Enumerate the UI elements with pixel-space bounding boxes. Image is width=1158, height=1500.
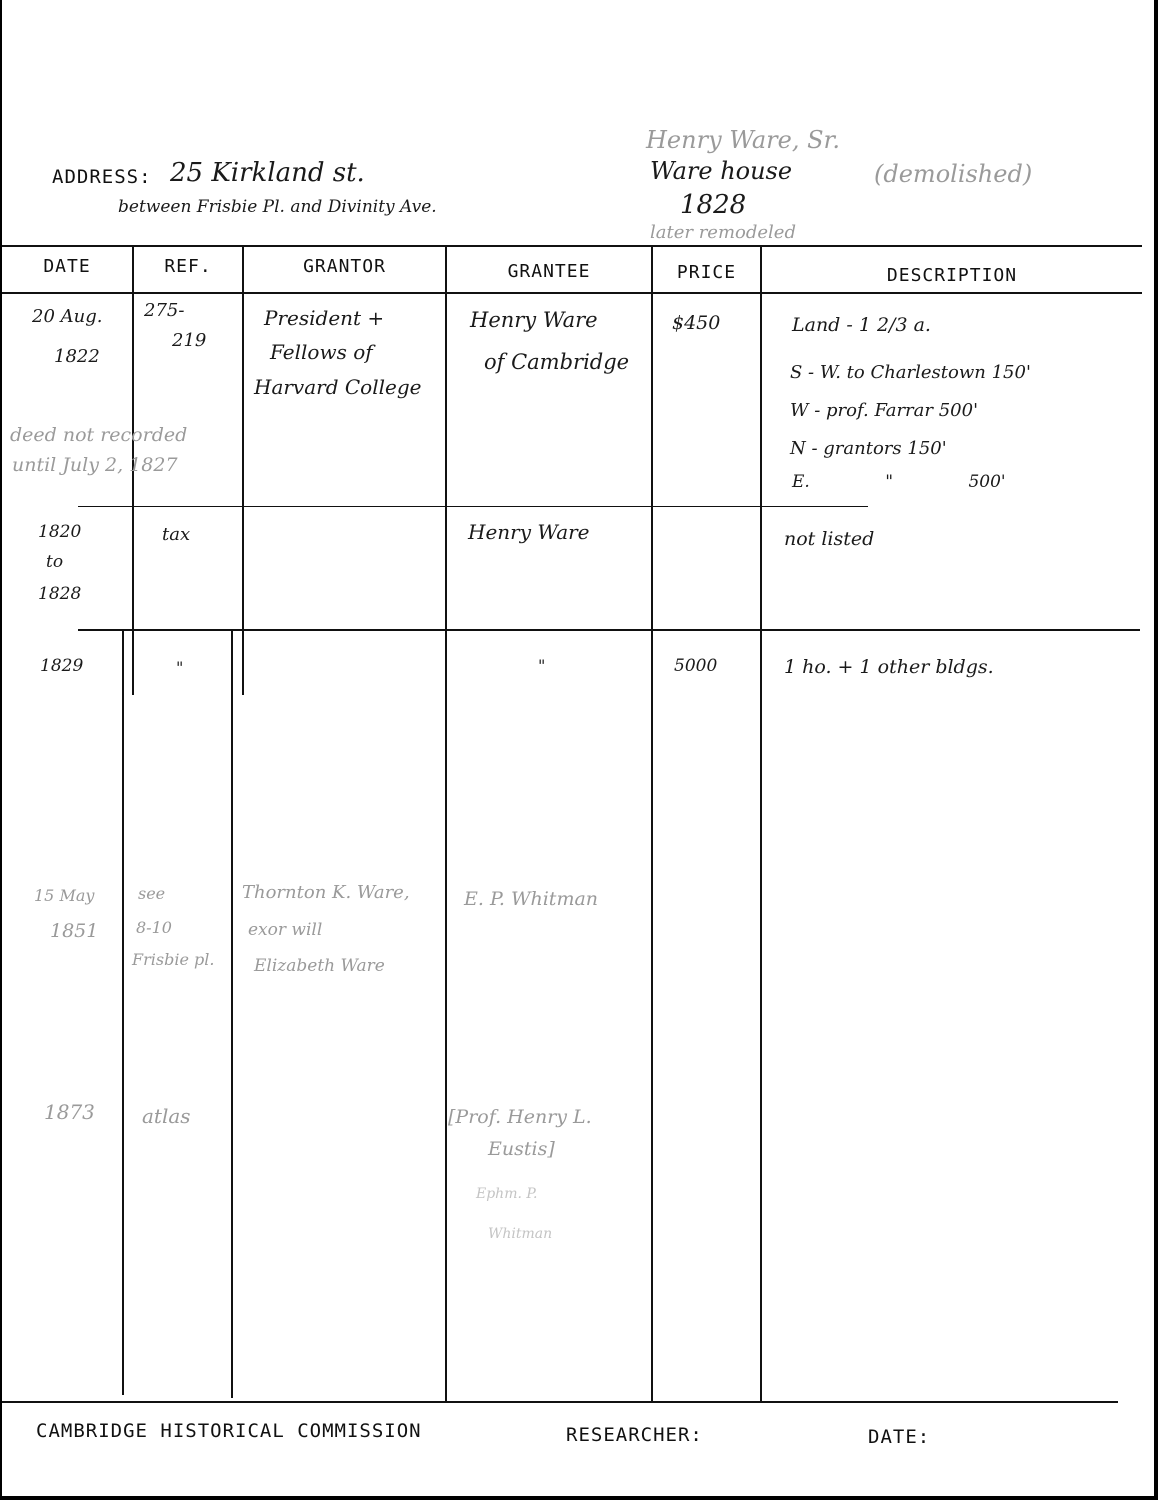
entry-4-date-year: 1851 bbox=[50, 920, 99, 942]
entry-1-date-year: 1822 bbox=[54, 346, 100, 367]
address-label: ADDRESS: bbox=[52, 166, 152, 188]
column-header-ref: REF. bbox=[164, 256, 212, 277]
entry-4-ref-line: 8-10 bbox=[136, 918, 172, 937]
entry-4-grantor-line: exor will bbox=[248, 920, 323, 940]
entry-4-ref-line: see bbox=[138, 884, 166, 903]
entry-5-date: 1873 bbox=[44, 1100, 95, 1124]
record-card bbox=[2, 0, 1154, 1496]
entry-1-description-line: E. " 500' bbox=[792, 472, 1006, 492]
column-header-grantor: GRANTOR bbox=[303, 256, 386, 277]
col-divider-grantee bbox=[651, 245, 653, 1401]
entry-1-grantee-line: Henry Ware bbox=[470, 308, 598, 332]
entry-1-grantor-line: Fellows of bbox=[270, 340, 373, 364]
house-name: Ware house bbox=[650, 157, 793, 185]
entry-1-recording-note: until July 2, 1827 bbox=[12, 454, 178, 476]
entry-3-grantee: " bbox=[538, 656, 546, 675]
status-note: (demolished) bbox=[874, 160, 1033, 188]
column-header-date: DATE bbox=[43, 256, 91, 277]
entry-1-price: $450 bbox=[672, 312, 721, 334]
entry-4-ref-line: Frisbie pl. bbox=[132, 950, 215, 969]
table-top-rule bbox=[2, 245, 1142, 247]
entry-1-description-line: Land - 1 2/3 a. bbox=[792, 314, 931, 336]
col-divider-ref-upper bbox=[242, 245, 244, 695]
entry-5-grantee-line: Ephm. P. bbox=[476, 1186, 538, 1202]
col-divider-grantor bbox=[445, 245, 447, 1401]
entry-2-date-end: 1828 bbox=[38, 584, 82, 604]
construction-year: 1828 bbox=[680, 190, 747, 220]
entry-2-description: not listed bbox=[784, 528, 875, 550]
year-note: later remodeled bbox=[650, 222, 796, 243]
entry-1-description-line: N - grantors 150' bbox=[790, 438, 947, 459]
entry-1-date-day: 20 Aug. bbox=[32, 306, 103, 327]
entry-2-date-to: to bbox=[46, 552, 64, 572]
entry-1-grantor-line: Harvard College bbox=[254, 375, 422, 399]
entry-4-grantee: E. P. Whitman bbox=[464, 888, 599, 910]
entry-1-ref-book: 275- bbox=[144, 300, 185, 321]
entry-3-ref: " bbox=[176, 658, 184, 677]
entry-5-grantee-line: [Prof. Henry L. bbox=[448, 1106, 592, 1128]
entry-1-description-line: W - prof. Farrar 500' bbox=[790, 400, 979, 421]
researcher-label: RESEARCHER: bbox=[566, 1424, 703, 1446]
entry-1-description-line: S - W. to Charlestown 150' bbox=[790, 362, 1031, 383]
col-divider-date-lower bbox=[122, 630, 124, 1395]
entry-5-grantee-line: Whitman bbox=[488, 1226, 553, 1242]
entry-5-grantee-line: Eustis] bbox=[488, 1138, 555, 1160]
entry-3-date: 1829 bbox=[40, 656, 84, 676]
column-header-description: DESCRIPTION bbox=[886, 265, 1018, 286]
entry-3-price: 5000 bbox=[674, 656, 718, 676]
entry-2-ref: tax bbox=[162, 524, 191, 545]
owner-name: Henry Ware, Sr. bbox=[646, 126, 840, 154]
entry-5-ref: atlas bbox=[142, 1104, 191, 1128]
commission-name: CAMBRIDGE HISTORICAL COMMISSION bbox=[36, 1420, 422, 1442]
entry-2-date-start: 1820 bbox=[38, 522, 82, 542]
entry-4-grantor-line: Thornton K. Ware, bbox=[242, 882, 410, 903]
row-divider-1 bbox=[78, 506, 868, 507]
entry-4-grantor-line: Elizabeth Ware bbox=[254, 956, 385, 976]
date-label: DATE: bbox=[868, 1426, 931, 1448]
entry-3-description: 1 ho. + 1 other bldgs. bbox=[784, 656, 994, 678]
row-divider-2 bbox=[78, 629, 1140, 631]
column-header-price: PRICE bbox=[676, 262, 737, 283]
entry-1-grantee-line: of Cambridge bbox=[484, 350, 630, 374]
col-divider-price bbox=[760, 245, 762, 1401]
entry-2-grantee: Henry Ware bbox=[468, 520, 590, 544]
address-note: between Frisbie Pl. and Divinity Ave. bbox=[118, 197, 437, 217]
entry-4-date-day: 15 May bbox=[34, 886, 95, 905]
address-value: 25 Kirkland st. bbox=[170, 158, 365, 188]
entry-1-recording-note: deed not recorded bbox=[10, 424, 188, 446]
entry-1-grantor-line: President + bbox=[264, 306, 385, 330]
table-bottom-rule bbox=[2, 1401, 1118, 1403]
col-divider-ref-lower bbox=[231, 630, 233, 1398]
column-header-grantee: GRANTEE bbox=[507, 261, 591, 282]
entry-1-ref-page: 219 bbox=[172, 330, 207, 351]
